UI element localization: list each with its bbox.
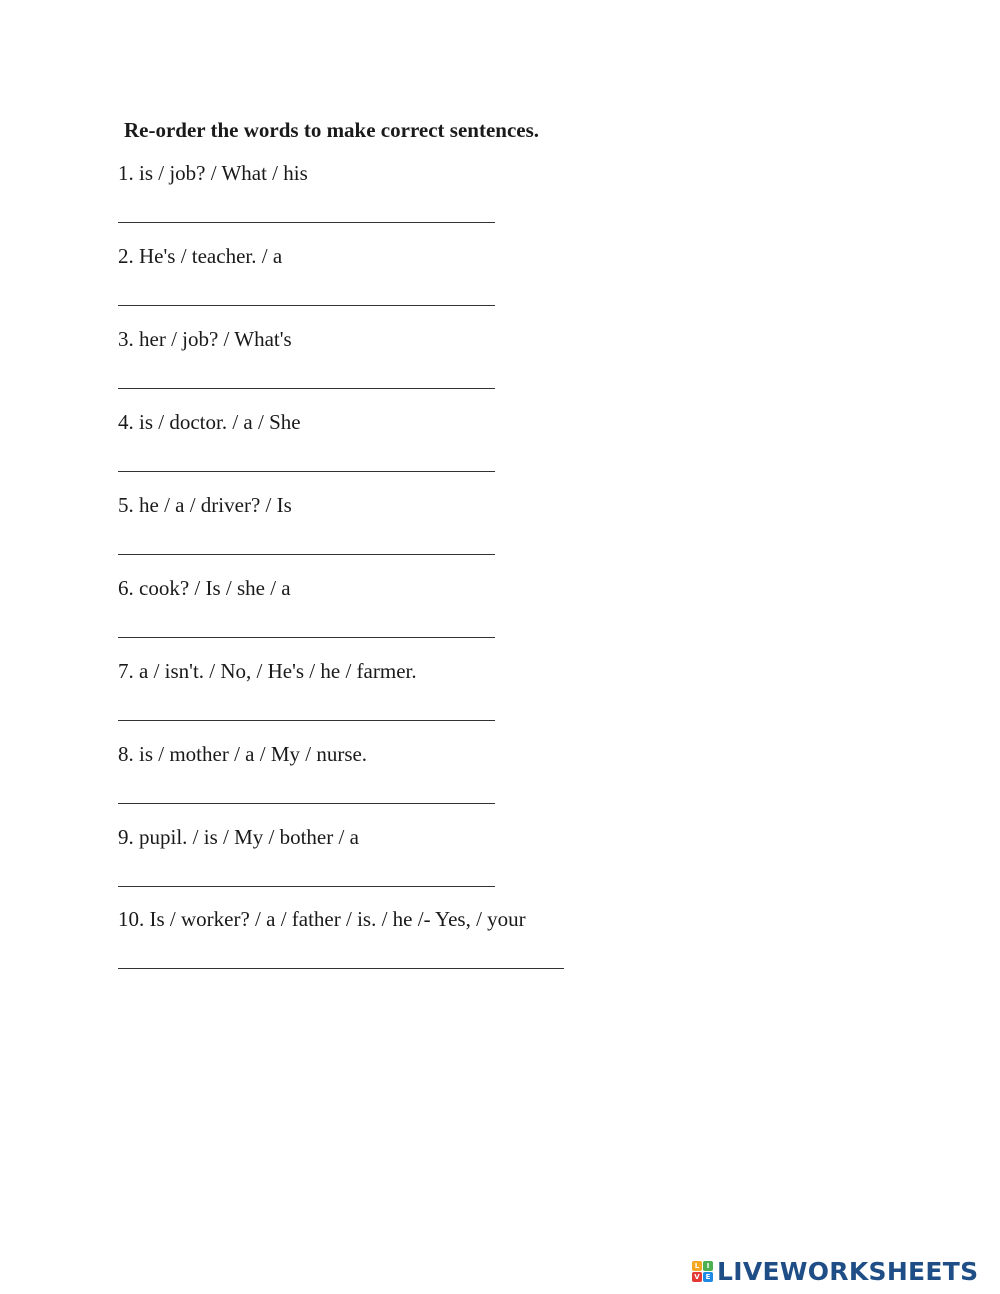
exercise-item-1 — [118, 160, 618, 240]
exercise-prompt: 7. a / isn't. / No, / He's / he / farmer. — [118, 659, 417, 683]
exercise-prompt: 9. pupil. / is / My / bother / a — [118, 825, 359, 849]
exercise-item-4 — [118, 409, 618, 489]
logo-mark-tile: E — [703, 1272, 713, 1282]
exercise-item-9 — [118, 824, 618, 904]
answer-field[interactable] — [118, 471, 495, 472]
exercise-prompt: 6. cook? / Is / she / a — [118, 576, 291, 600]
exercise-prompt: 10. Is / worker? / a / father / is. / he /- Yes, / your — [118, 907, 526, 931]
answer-field[interactable] — [118, 637, 495, 638]
exercise-item-3 — [118, 326, 618, 406]
logo-mark-tile: V — [692, 1272, 702, 1282]
exercise-item-2 — [118, 243, 618, 323]
exercise-item-5 — [118, 492, 618, 572]
answer-field[interactable] — [118, 554, 495, 555]
exercise-prompt: 2. He's / teacher. / a — [118, 244, 283, 268]
answer-field[interactable] — [118, 968, 564, 969]
instruction-heading: Re-order the words to make correct sentences. — [124, 118, 540, 142]
exercise-prompt: 4. is / doctor. / a / She — [118, 410, 301, 434]
exercise-item-7 — [118, 658, 618, 738]
liveworksheets-logo — [692, 1256, 978, 1286]
answer-field[interactable] — [118, 222, 495, 223]
exercise-prompt: 5. he / a / driver? / Is — [118, 493, 292, 517]
exercise-prompt: 1. is / job? / What / his — [118, 161, 308, 185]
answer-field[interactable] — [118, 720, 495, 721]
answer-field[interactable] — [118, 803, 495, 804]
logo-mark-tile: L — [692, 1261, 702, 1271]
exercise-item-10 — [118, 906, 618, 986]
answer-field[interactable] — [118, 305, 495, 306]
answer-field[interactable] — [118, 388, 495, 389]
logo-mark-tile: I — [703, 1261, 713, 1271]
answer-field[interactable] — [118, 886, 495, 887]
logo-mark-icon — [692, 1261, 713, 1282]
exercise-prompt: 8. is / mother / a / My / nurse. — [118, 742, 368, 766]
exercise-item-6 — [118, 575, 618, 655]
logo-text: LIVEWORKSHEETS — [717, 1256, 979, 1286]
exercise-prompt: 3. her / job? / What's — [118, 327, 292, 351]
exercise-item-8 — [118, 741, 618, 821]
